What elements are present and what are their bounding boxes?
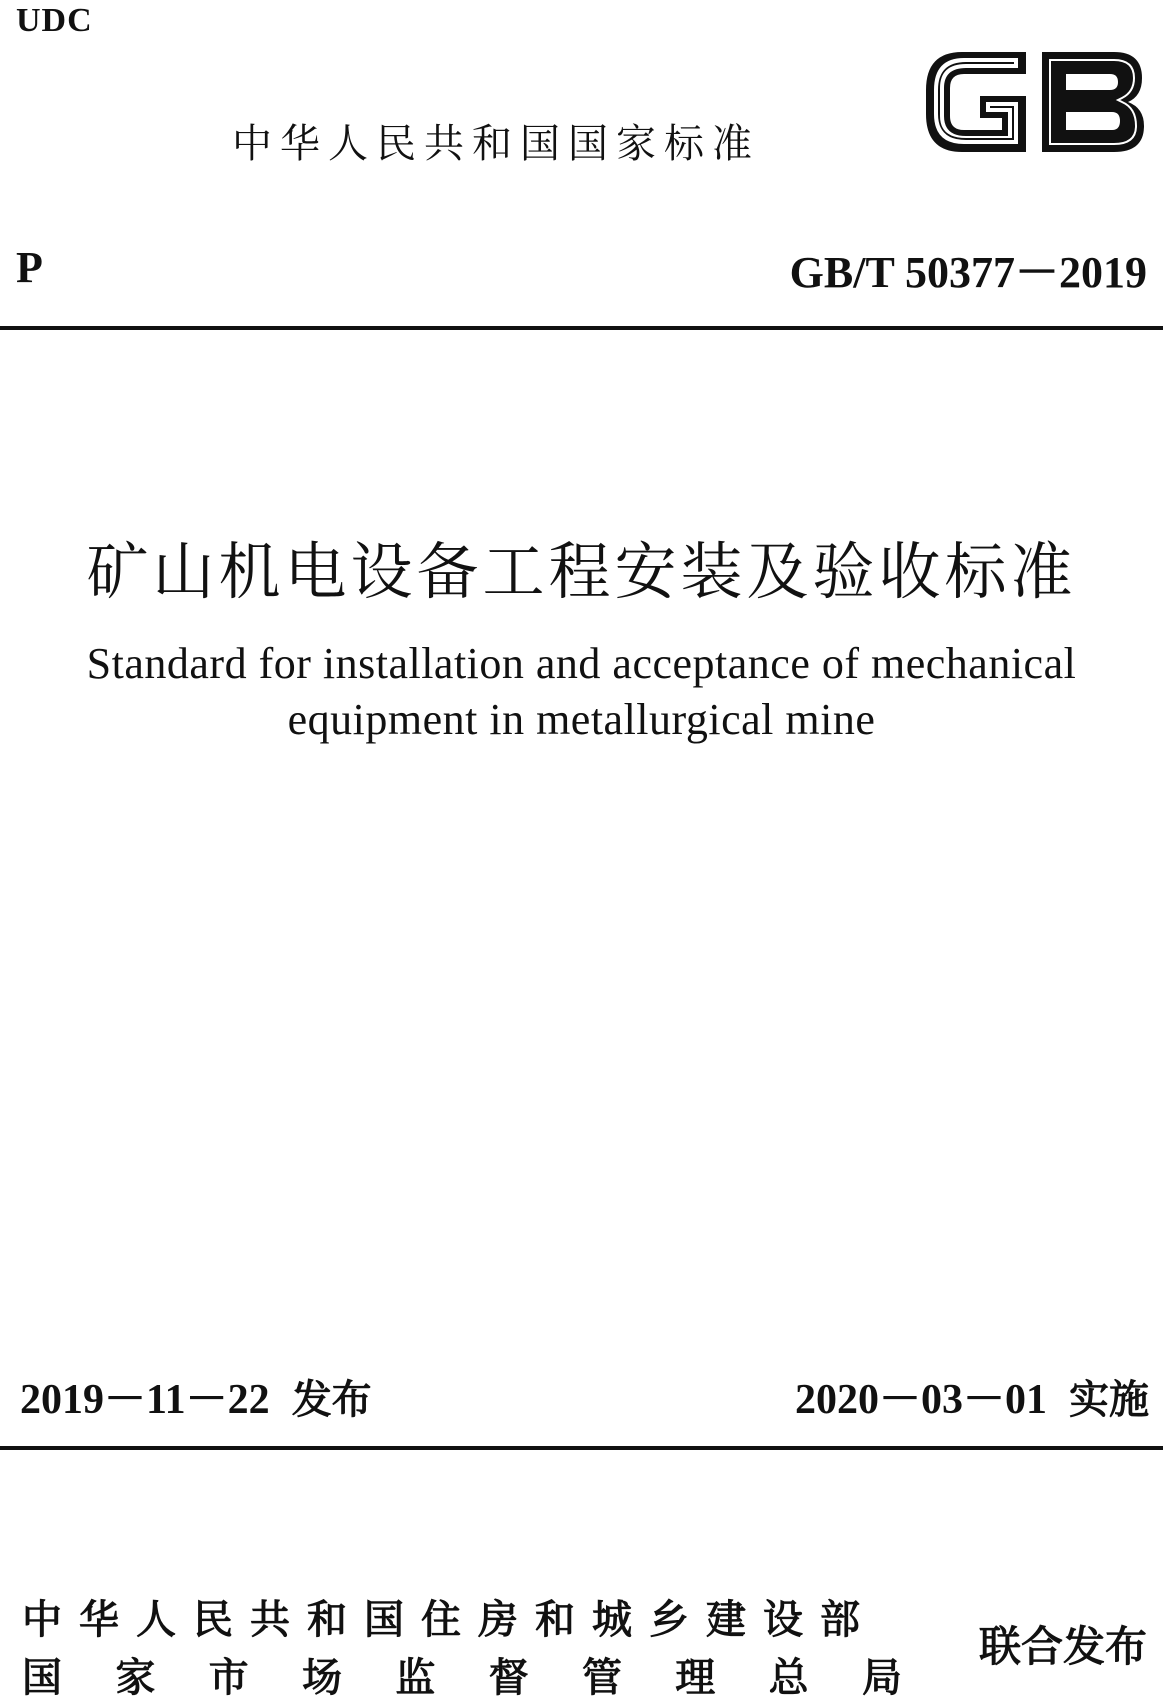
title-english <box>0 636 1163 748</box>
issuer-char: 理 <box>675 1655 716 1701</box>
national-standard-heading: 中华人民共和国国家标准 <box>232 121 760 167</box>
implement-label: 实施 <box>1069 1377 1149 1423</box>
publish-date: 2019－11－22 <box>20 1377 270 1423</box>
publish-label: 发布 <box>291 1377 372 1423</box>
implement-date: 2020－03－01 <box>794 1377 1047 1423</box>
bottom-divider <box>0 1446 1163 1450</box>
publish-date-block <box>20 1366 372 1426</box>
top-divider <box>0 326 1163 330</box>
issuer-ministry: 中华人民共和国住房和城乡建设部 <box>22 1597 877 1643</box>
issuer-char: 场 <box>301 1655 342 1701</box>
category-code: P <box>16 243 43 292</box>
title-chinese: 矿山机电设备工程安装及验收标准 <box>86 535 1077 608</box>
issuer-char: 家 <box>115 1655 156 1701</box>
issuer-market-administration <box>22 1646 902 1703</box>
issuer-char: 国 <box>22 1655 62 1701</box>
title-english-line-1: Standard for installation and acceptance of mechanical <box>86 639 1077 688</box>
gb-logo <box>918 38 1150 166</box>
implement-date-block <box>795 1366 1149 1426</box>
title-english-line-2: equipment in metallurgical mine <box>287 695 876 744</box>
issuer-char: 市 <box>208 1655 249 1701</box>
gb-logo-b-mark <box>1042 52 1144 152</box>
gb-logo-g-mark <box>926 52 1026 152</box>
issuer-char: 总 <box>768 1655 809 1701</box>
issuer-char: 管 <box>581 1655 622 1701</box>
issuer-char: 督 <box>488 1655 529 1701</box>
issuer-char: 监 <box>395 1655 436 1701</box>
udc-label: UDC <box>16 2 93 39</box>
joint-issue-label: 联合发布 <box>978 1622 1147 1671</box>
issuer-char: 局 <box>861 1655 902 1701</box>
standard-code: GB/T 50377－2019 <box>789 248 1147 297</box>
